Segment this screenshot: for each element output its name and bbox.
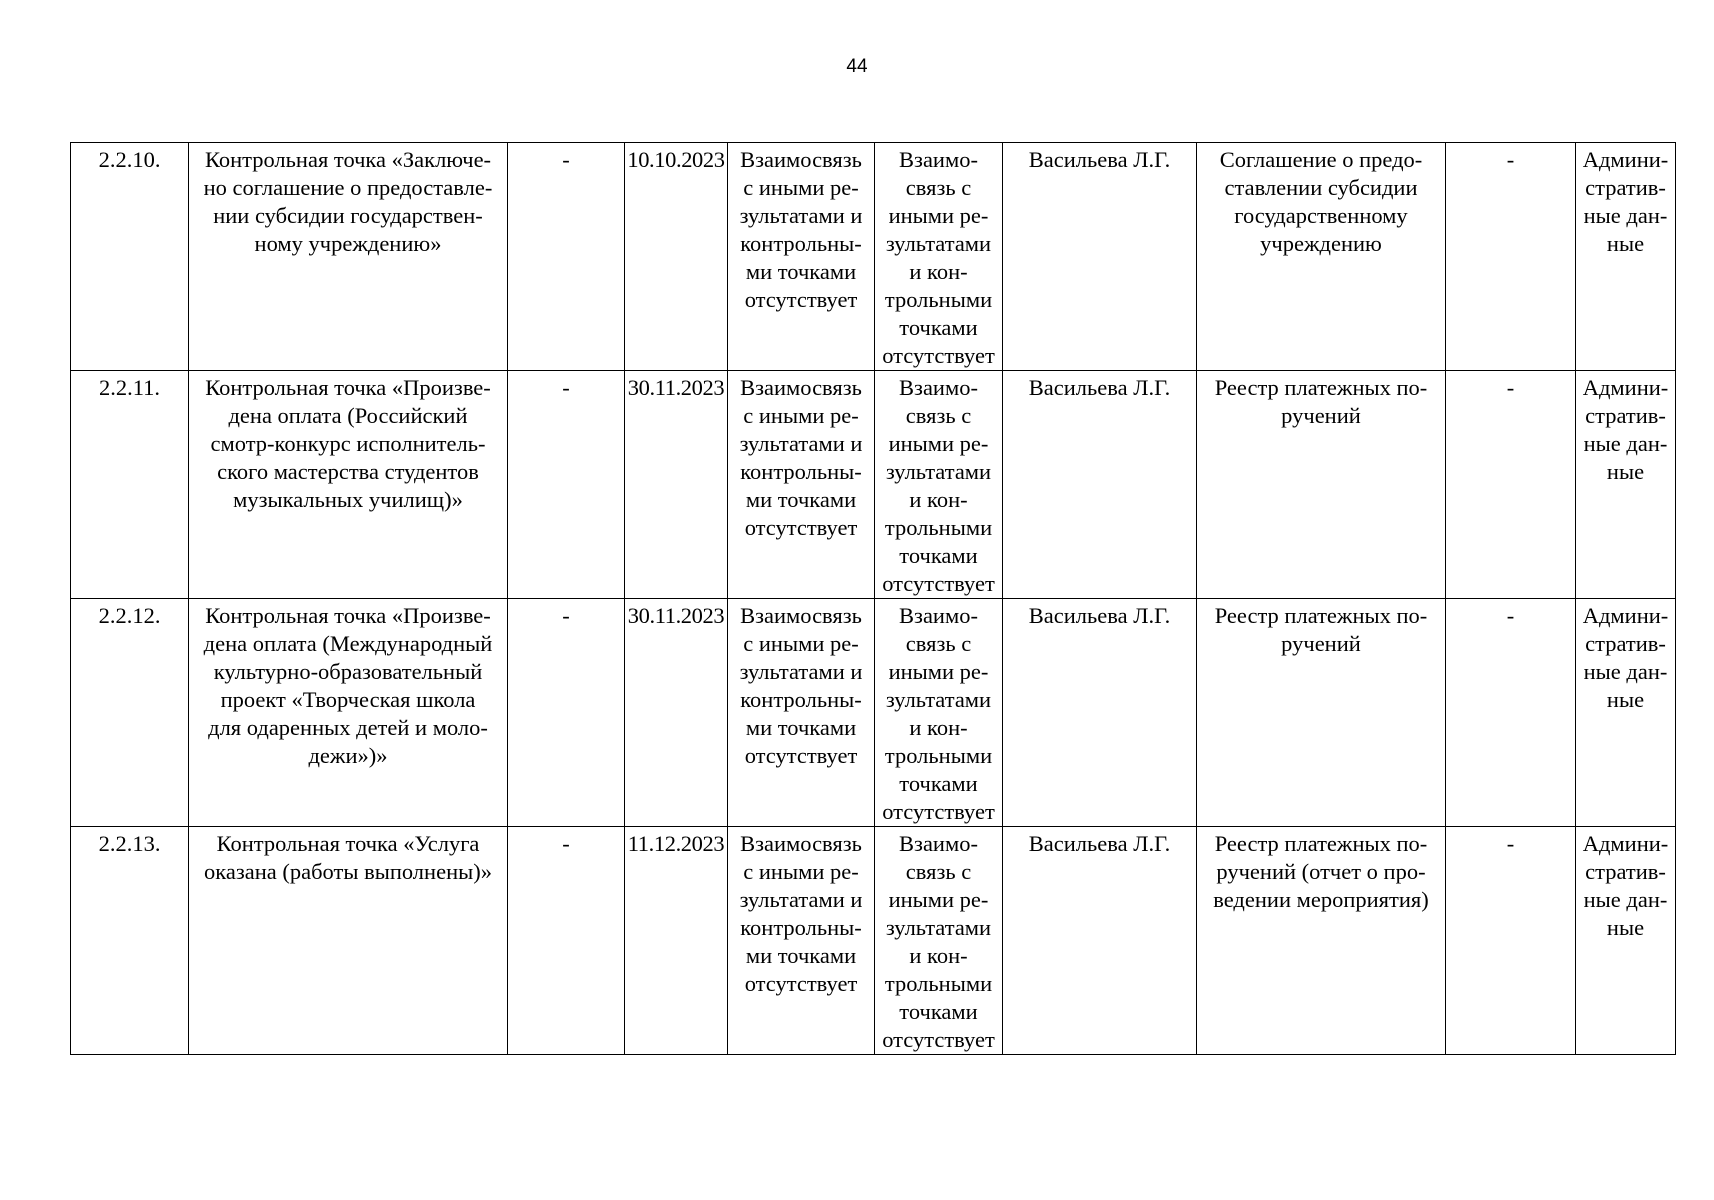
control-point-name: Контрольная точка «Услуга оказана (работы выполнены)»: [189, 827, 508, 1055]
table-row: [71, 827, 1676, 1055]
due-date: 30.11.2023: [625, 599, 728, 827]
due-date: 30.11.2023: [625, 371, 728, 599]
relation-cell: Взаимосвязь с иными ре- зультатами и контрольны- ми точками отсутствует: [728, 371, 875, 599]
table-row: [71, 371, 1676, 599]
due-date: 11.12.2023: [625, 827, 728, 1055]
base-value: -: [508, 599, 625, 827]
relation-cell-2: Взаимо- связь с иными ре- зультатами и кон- трольными точками отсутствует: [875, 827, 1003, 1055]
base-value: -: [508, 371, 625, 599]
base-value: -: [508, 827, 625, 1055]
row-number: 2.2.10.: [71, 143, 189, 371]
row-number: 2.2.11.: [71, 371, 189, 599]
row-number: 2.2.12.: [71, 599, 189, 827]
table-row: [71, 143, 1676, 371]
relation-cell-2: Взаимо- связь с иными ре- зультатами и кон- трольными точками отсутствует: [875, 599, 1003, 827]
relation-cell-2: Взаимо- связь с иными ре- зультатами и кон- трольными точками отсутствует: [875, 143, 1003, 371]
base-value: -: [508, 143, 625, 371]
control-point-name: Контрольная точка «Заключе- но соглашение о предоставле- нии субсидии государствен- ному учреждению»: [189, 143, 508, 371]
control-point-name: Контрольная точка «Произве- дена оплата (Российский смотр-конкурс исполнитель- ского мастерства студентов музыкальных училищ)»: [189, 371, 508, 599]
page-number: 44: [846, 56, 868, 77]
row-number: 2.2.13.: [71, 827, 189, 1055]
extra-value: -: [1446, 827, 1576, 1055]
responsible-person: Васильева Л.Г.: [1003, 143, 1197, 371]
relation-cell: Взаимосвязь с иными ре- зультатами и контрольны- ми точками отсутствует: [728, 827, 875, 1055]
data-source: Админи- стратив- ные дан- ные: [1576, 143, 1676, 371]
confirming-document: Реестр платежных по- ручений: [1197, 371, 1446, 599]
confirming-document: Соглашение о предо- ставлении субсидии государственному учреждению: [1197, 143, 1446, 371]
control-points-table: [70, 142, 1676, 1055]
table-row: [71, 599, 1676, 827]
control-point-name: Контрольная точка «Произве- дена оплата (Международный культурно-образовательный проект «Творческая школа для одаренных детей и моло- дежи»)»: [189, 599, 508, 827]
relation-cell: Взаимосвязь с иными ре- зультатами и контрольны- ми точками отсутствует: [728, 599, 875, 827]
data-source: Админи- стратив- ные дан- ные: [1576, 371, 1676, 599]
data-source: Админи- стратив- ные дан- ные: [1576, 827, 1676, 1055]
data-source: Админи- стратив- ные дан- ные: [1576, 599, 1676, 827]
responsible-person: Васильева Л.Г.: [1003, 371, 1197, 599]
extra-value: -: [1446, 599, 1576, 827]
extra-value: -: [1446, 371, 1576, 599]
due-date: 10.10.2023: [625, 143, 728, 371]
extra-value: -: [1446, 143, 1576, 371]
responsible-person: Васильева Л.Г.: [1003, 599, 1197, 827]
responsible-person: Васильева Л.Г.: [1003, 827, 1197, 1055]
confirming-document: Реестр платежных по- ручений (отчет о про- ведении мероприятия): [1197, 827, 1446, 1055]
relation-cell: Взаимосвязь с иными ре- зультатами и контрольны- ми точками отсутствует: [728, 143, 875, 371]
confirming-document: Реестр платежных по- ручений: [1197, 599, 1446, 827]
relation-cell-2: Взаимо- связь с иными ре- зультатами и кон- трольными точками отсутствует: [875, 371, 1003, 599]
